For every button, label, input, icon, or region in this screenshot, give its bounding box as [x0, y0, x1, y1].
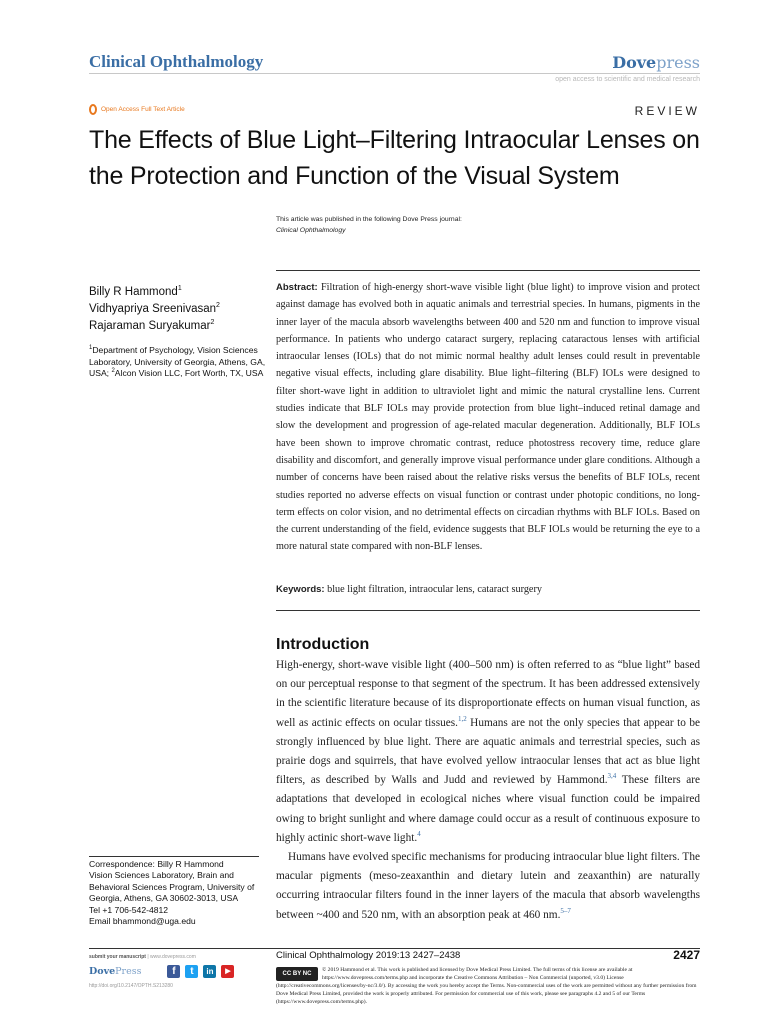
header-divider	[89, 73, 700, 74]
affiliations: $^1$Department of Psychology, Vision Sciences Laboratory, University of Georgia, Athens, GA, USA; $^2$Alcon Vision LLC, Fort Worth, TX, USA	[89, 345, 266, 378]
keywords-text: blue light filtration, intraocular lens, cataract surgery	[324, 584, 542, 595]
publication-note	[276, 214, 462, 236]
footer-divider	[89, 948, 700, 949]
keywords	[276, 584, 700, 595]
footer-left	[89, 954, 269, 989]
abstract-top-rule	[276, 270, 700, 271]
keywords-label: Keywords:	[276, 584, 325, 595]
introduction-body	[276, 656, 700, 925]
section-heading-introduction: Introduction	[276, 636, 370, 653]
doi-link[interactable]: http://doi.org/10.2147/OPTH.S213280	[89, 983, 173, 989]
twitter-icon[interactable]: t	[185, 965, 198, 978]
publisher-brand[interactable]	[555, 53, 700, 83]
license-text: © 2019 Hammond et al. This work is published and licensed by Dove Medical Press Limited. The full terms of this license are available at https://www.dovepress.com/terms.php and incorporate the Creative Commons Attribution – Non Commercial (unported, v3.0) License (http://creativecommons.org/licenses/by-nc/3.0/). By accessing the work you hereby accept the Terms. Non-commercial uses of the work are permitted without any further permission from Dove Medical Press Limited, provided the work is properly attributed. For permission for commercial use of this work, please see paragraphs 4.2 and 5 of our Terms (https://www.dovepress.com/terms.php).	[276, 967, 697, 1005]
article-type: REVIEW	[634, 104, 700, 118]
author-item: Rajaraman Suryakumar$^2$	[89, 319, 215, 332]
publisher-tagline: open access to scientific and medical research	[555, 76, 700, 83]
citation-link[interactable]: 4	[417, 830, 421, 839]
abstract	[276, 279, 700, 556]
abstract-text: Filtration of high-energy short-wave visible light (blue light) to improve vision and protect against damage has evolved both in aquatic animals and terrestrial species. In humans, pigments in the inner layer of the macula absorb wavelengths between 400 and 520 nm and function to improve visual performance. In patients who undergo cataract surgery, replacing cataractous lenses with artificial intraocular lenses (IOLs) that do not mimic normal healthy adult lenses could result in preventable negative visual effects, including glare disability. Blue light–filtering (BLF) IOLs were designed to filter short-wave light in addition to ultraviolet light and mimic the natural crystalline lens. Current studies indicate that BLF IOLs may provide protection from blue light–induced retinal damage and slow the development and progression of age-related macular degeneration. Additionally, BLF IOLs have been shown to improve chromatic contrast, reduce photostress recovery time, reduce glare disability and discomfort, and generally improve visual performance under glare conditions. Although a number of concerns have been raised about the relative risks versus the benefits of BLF IOLs, recent studies reported no adverse effects on visual function or contrast under photopic conditions, no long-term effects on color vision, and no detrimental effects on circadian rhythms with BLF IOLs. Based on the current understanding of the field, evidence suggests that BLF IOLs would be returning the eye to a more natural state compared with non-BLF lenses.	[276, 282, 700, 553]
facebook-icon[interactable]: f	[167, 965, 180, 978]
open-access-icon	[89, 104, 97, 115]
author-item: Billy R Hammond$^1$	[89, 285, 182, 298]
youtube-icon[interactable]: ▶	[221, 965, 234, 978]
footer-publisher-logo[interactable]: DovePress	[89, 966, 142, 977]
open-access-label	[89, 104, 185, 115]
correspondence-address: Vision Sciences Laboratory, Brain and Behavioral Sciences Program, University of Georgia, Athens, GA 30602-3013, USA	[89, 870, 255, 904]
publisher-logo: Dovepress	[612, 53, 700, 72]
social-links	[167, 965, 234, 978]
submit-manuscript-link[interactable]: submit your manuscript | www.dovepress.com	[89, 954, 196, 960]
journal-citation: Clinical Ophthalmology 2019:13 2427–2438	[276, 950, 461, 961]
publication-note-journal: Clinical Ophthalmology	[276, 227, 346, 234]
author-item: Vidhyapriya Sreenivasan$^2$	[89, 302, 220, 315]
license-statement	[276, 966, 700, 1006]
citation-link[interactable]: 3,4	[607, 772, 617, 781]
correspondence-name: Correspondence: Billy R Hammond	[89, 859, 224, 869]
citation-link[interactable]: 5–7	[560, 906, 571, 915]
citation-link[interactable]: 1,2	[457, 714, 467, 723]
footer-brand-row	[89, 965, 269, 978]
open-access-text: Open Access Full Text Article	[101, 106, 185, 113]
paragraph: High-energy, short-wave visible light (400–500 nm) is often referred to as “blue light” based on our perceptual response to that segment of the spectrum. It has been addressed extensively in the scientific literature because of its disproportionate effects on human visual function, as well as actinic effects on ocular tissues.$^{1,2}$ Humans are not the only species that appear to be strongly influenced by blue light. There are aquatic animals and terrestrial species, such as prairie dogs and squirrels, that have evolved yellow intraocular lenses that act as blue light filters, as described by Walls and Judd and reviewed by Hammond.$^{3,4}$ These filters are adaptations that developed in ecological niches where visual function could be impaired owing to bright sunlight and where damage could occur as a result of continuous exposure to highly actinic short-wave light.$^4$	[276, 659, 700, 844]
cc-license-icon[interactable]: CC BY NC	[276, 967, 318, 981]
page-number: 2427	[673, 948, 700, 962]
journal-name-link[interactable]: Clinical Ophthalmology	[89, 52, 264, 71]
article-title: The Effects of Blue Light–Filtering Intraocular Lenses on the Protection and Function of the Visual System	[89, 126, 700, 190]
paragraph: Humans have evolved specific mechanisms for producing intraocular blue light filters. The macular pigments (meso-zeaxanthin and dietary lutein and zeaxanthin) are naturally occurring intraocular filters found in the inner layers of the macula that absorb wavelengths between ~400 and 520 nm, with an absorption peak at 460 nm.$^{5-7}$	[276, 851, 700, 921]
correspondence	[89, 859, 269, 927]
linkedin-icon[interactable]: in	[203, 965, 216, 978]
abstract-label: Abstract:	[276, 282, 318, 293]
correspondence-tel: Tel +1 706-542-4812	[89, 904, 169, 915]
abstract-bottom-rule	[276, 610, 700, 611]
correspondence-rule	[89, 856, 259, 857]
author-list	[89, 284, 220, 335]
correspondence-email[interactable]: Email bhammond@uga.edu	[89, 916, 196, 927]
publication-note-line: This article was published in the following Dove Press journal:	[276, 216, 462, 223]
